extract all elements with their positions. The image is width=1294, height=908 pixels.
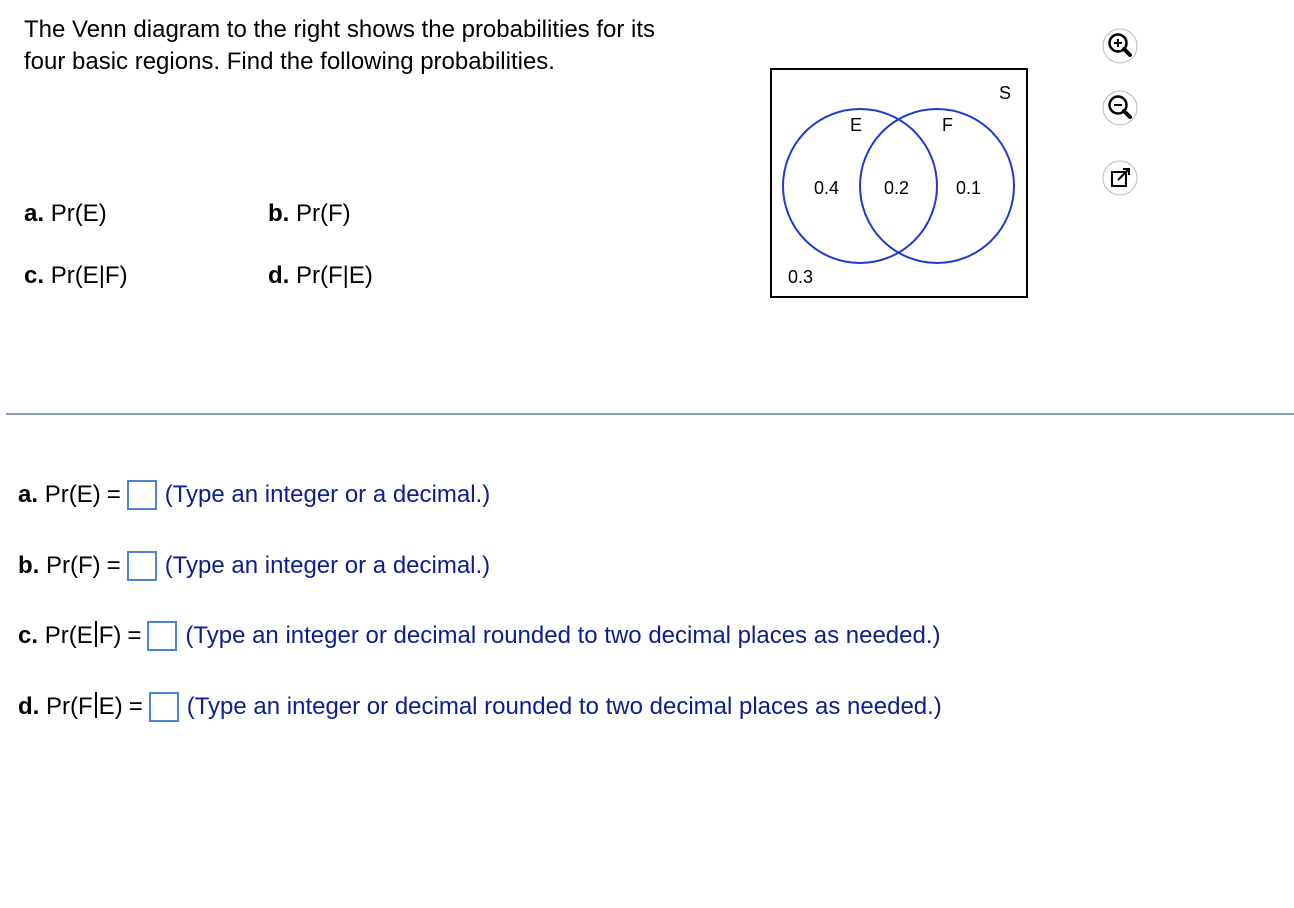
part-a-label [24,199,107,229]
given-bar [95,692,97,718]
answer-row-d [18,692,942,722]
zoom-in-button[interactable] [1098,24,1142,68]
zoom-out-button[interactable] [1098,86,1142,130]
section-divider [6,413,1294,415]
part-expression: Pr(F|E) [296,262,373,289]
answer-label: a. Pr(E) [18,481,101,508]
answer-hint: (Type an integer or a decimal.) [164,552,491,579]
venn-diagram [770,68,1028,298]
set-f-label: F [942,115,953,135]
part-d-label [268,261,373,291]
equals-sign: = [106,481,121,508]
answer-row-a [18,480,490,510]
answer-row-c [18,621,941,651]
equals-sign: = [128,693,143,720]
answer-d-input[interactable] [149,692,179,722]
set-e-label: E [850,115,863,135]
question-text: The Venn diagram to the right shows the probabilities for its four basic regions. Find the following probabilities. [24,16,656,75]
part-expression: Pr(E|F) [50,262,128,289]
part-c-label [24,261,128,291]
part-letter: c. [24,262,45,289]
given-bar [95,621,97,647]
answer-label: b. Pr(F) [18,552,101,579]
answer-hint: (Type an integer or decimal rounded to two decimal places as needed.) [185,622,941,649]
part-letter: a. [24,200,45,227]
answer-label: d. Pr(F E) [18,693,123,720]
answer-a-input[interactable] [127,480,157,510]
part-letter: d. [268,262,290,289]
popout-button[interactable] [1098,156,1142,200]
popout-icon [1102,160,1138,196]
f-only-probability: 0.1 [956,178,982,198]
equals-sign: = [106,552,121,579]
part-expression: Pr(E) [50,200,107,227]
universe-label: S [999,83,1012,103]
zoom-out-icon [1102,90,1138,126]
answer-b-input[interactable] [127,551,157,581]
zoom-in-icon [1102,28,1138,64]
answer-hint: (Type an integer or a decimal.) [164,481,491,508]
answer-label: c. Pr(E F) [18,622,122,649]
equals-sign: = [127,622,142,649]
answer-c-input[interactable] [147,621,177,651]
neither-probability: 0.3 [788,267,814,287]
part-b-label [268,199,351,229]
answer-row-b [18,551,490,581]
intersection-probability: 0.2 [884,178,910,198]
part-expression: Pr(F) [296,200,351,227]
answer-hint: (Type an integer or decimal rounded to two decimal places as needed.) [186,693,942,720]
part-letter: b. [268,200,290,227]
e-only-probability: 0.4 [814,178,840,198]
